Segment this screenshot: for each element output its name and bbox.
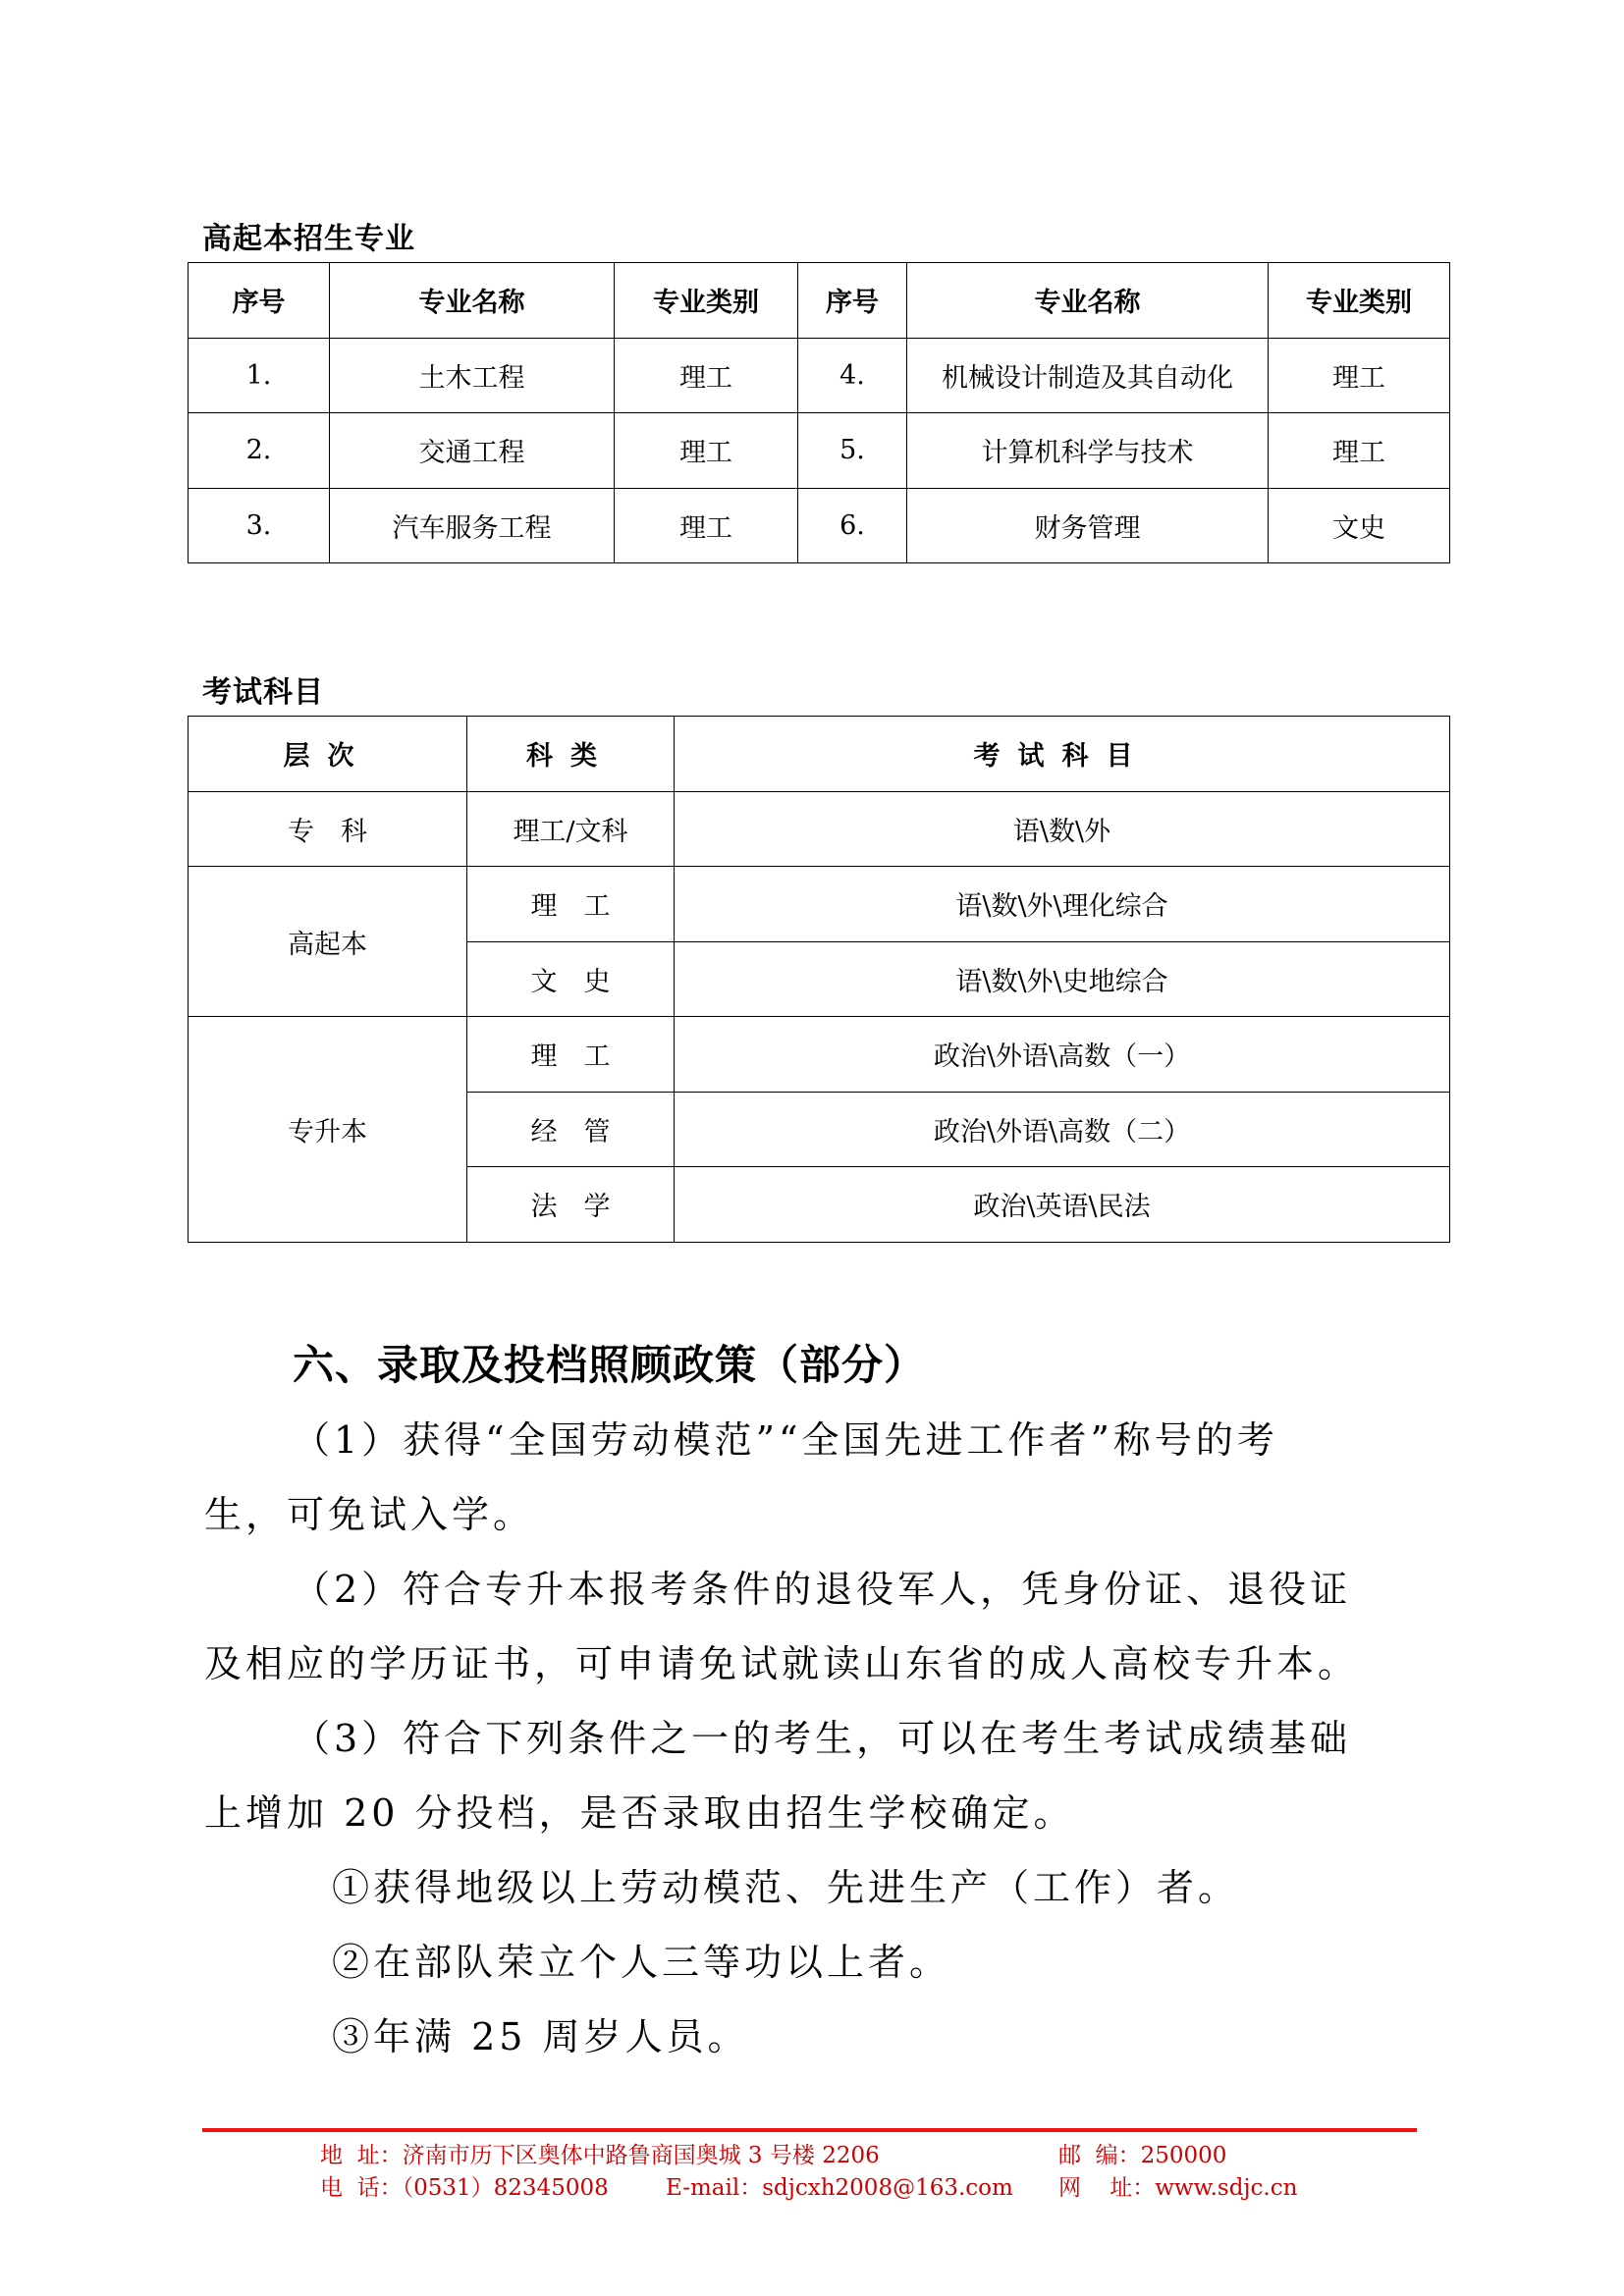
- policy-paragraph-1-line-2: 生，可免试入学。: [204, 1493, 535, 1536]
- table-cell: 交通工程: [330, 413, 615, 489]
- header-cell: 科类: [467, 717, 675, 792]
- subjects-cell: 语\数\外: [675, 791, 1450, 867]
- category-cell: 文 史: [467, 941, 675, 1017]
- footer-zip: 邮 编：250000: [1058, 2143, 1227, 2168]
- category-cell: 经 管: [467, 1092, 675, 1167]
- table-cell: 6.: [798, 488, 907, 563]
- subjects-cell: 政治\外语\高数（二）: [675, 1092, 1450, 1167]
- footer-website: 网 址：www.sdjc.cn: [1058, 2175, 1298, 2201]
- policy-list-item: ③年满 25 周岁人员。: [332, 2015, 749, 2058]
- table-cell: 文史: [1269, 488, 1450, 563]
- level-cell: 专升本: [189, 1017, 467, 1243]
- table-cell: 4.: [798, 338, 907, 413]
- header-cell: 专业类别: [1269, 263, 1450, 339]
- table-header-row: [189, 717, 1450, 792]
- table-cell: 2.: [189, 413, 330, 489]
- policy-heading: 六、录取及投档照顾政策（部分）: [293, 1341, 927, 1389]
- table-cell: 理工: [615, 413, 798, 489]
- level-cell: 专 科: [189, 791, 467, 867]
- header-cell: 序号: [798, 263, 907, 339]
- header-cell: 层次: [189, 717, 467, 792]
- majors-section-title: 高起本招生专业: [202, 222, 415, 256]
- category-cell: 理 工: [467, 867, 675, 942]
- subjects-cell: 语\数\外\史地综合: [675, 941, 1450, 1017]
- policy-paragraph-3-line-1: （3）符合下列条件之一的考生，可以在考生考试成绩基础: [293, 1717, 1352, 1760]
- table-row: [189, 791, 1450, 867]
- policy-list-item: ①获得地级以上劳动模范、先进生产（工作）者。: [332, 1866, 1240, 1909]
- table-cell: 计算机科学与技术: [907, 413, 1269, 489]
- header-cell: 专业类别: [615, 263, 798, 339]
- table-row: [189, 1017, 1450, 1093]
- table-cell: 财务管理: [907, 488, 1269, 563]
- policy-paragraph-3-line-2: 上增加 20 分投档，是否录取由招生学校确定。: [204, 1791, 1075, 1835]
- policy-paragraph-2-line-2: 及相应的学历证书，可申请免试就读山东省的成人高校专升本。: [204, 1642, 1360, 1685]
- header-cell: 序号: [189, 263, 330, 339]
- header-cell: 考试科目: [675, 717, 1450, 792]
- footer-address: 地 址：济南市历下区奥体中路鲁商国奥城 3 号楼 2206: [320, 2143, 880, 2168]
- table-cell: 机械设计制造及其自动化: [907, 338, 1269, 413]
- subjects-cell: 政治\外语\高数（一）: [675, 1017, 1450, 1093]
- table-header-row: [189, 263, 1450, 339]
- exam-subjects-table: [188, 716, 1450, 1243]
- policy-paragraph-2-line-1: （2）符合专升本报考条件的退役军人，凭身份证、退役证: [293, 1568, 1352, 1611]
- footer-phone: 电 话：（0531）82345008: [320, 2175, 609, 2201]
- footer-email: E-mail：sdjcxh2008@163.com: [666, 2175, 1013, 2201]
- footer-divider: [202, 2128, 1417, 2132]
- table-row: [189, 867, 1450, 942]
- table-cell: 3.: [189, 488, 330, 563]
- table-cell: 理工: [1269, 338, 1450, 413]
- table-cell: 理工: [615, 338, 798, 413]
- subjects-cell: 政治\英语\民法: [675, 1167, 1450, 1243]
- header-cell: 专业名称: [907, 263, 1269, 339]
- subjects-cell: 语\数\外\理化综合: [675, 867, 1450, 942]
- majors-table: [188, 262, 1450, 563]
- table-cell: 5.: [798, 413, 907, 489]
- table-cell: 理工: [615, 488, 798, 563]
- table-cell: 理工: [1269, 413, 1450, 489]
- table-cell: 汽车服务工程: [330, 488, 615, 563]
- category-cell: 理工/文科: [467, 791, 675, 867]
- table-row: [189, 413, 1450, 489]
- exam-section-title: 考试科目: [202, 675, 324, 710]
- table-row: [189, 488, 1450, 563]
- header-cell: 专业名称: [330, 263, 615, 339]
- category-cell: 法 学: [467, 1167, 675, 1243]
- level-cell: 高起本: [189, 867, 467, 1017]
- category-cell: 理 工: [467, 1017, 675, 1093]
- table-row: [189, 338, 1450, 413]
- policy-list-item: ②在部队荣立个人三等功以上者。: [332, 1941, 951, 1984]
- policy-paragraph-1-line-1: （1）获得“全国劳动模范”“全国先进工作者”称号的考: [293, 1418, 1278, 1462]
- table-cell: 1.: [189, 338, 330, 413]
- table-cell: 土木工程: [330, 338, 615, 413]
